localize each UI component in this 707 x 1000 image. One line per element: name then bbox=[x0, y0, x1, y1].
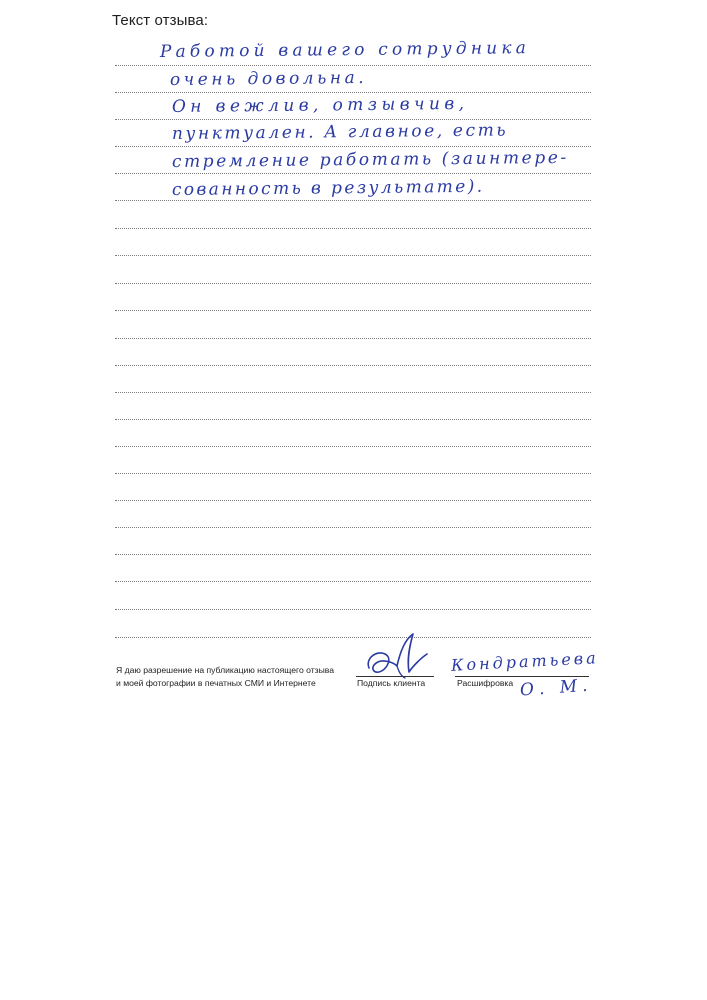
handwritten-line: стремление работать (заинтере- bbox=[171, 147, 569, 172]
ruled-line bbox=[115, 365, 591, 366]
ruled-line bbox=[115, 338, 591, 339]
ruled-line bbox=[115, 283, 591, 284]
ruled-line bbox=[115, 609, 591, 610]
ruled-line bbox=[115, 392, 591, 393]
client-initials: О. М. bbox=[519, 675, 594, 701]
consent-line: и моей фотографии в печатных СМИ и Интернете bbox=[116, 678, 316, 688]
ruled-line bbox=[115, 255, 591, 256]
signature-caption: Подпись клиента bbox=[357, 678, 426, 688]
ruled-line bbox=[115, 146, 591, 147]
ruled-line bbox=[115, 527, 591, 528]
ruled-line bbox=[115, 92, 591, 93]
ruled-line bbox=[115, 500, 591, 501]
ruled-line bbox=[115, 173, 591, 174]
ruled-line bbox=[115, 419, 591, 420]
ruled-line bbox=[115, 200, 591, 201]
handwritten-line: Он вежлив, отзывчив, bbox=[171, 93, 469, 117]
handwritten-line: Работой вашего сотрудника bbox=[159, 38, 531, 62]
client-surname: Кондратьева bbox=[450, 648, 600, 675]
handwritten-line: очень довольна. bbox=[169, 67, 368, 90]
ruled-line bbox=[115, 65, 591, 66]
decoding-caption: Расшифровка bbox=[457, 678, 514, 688]
ruled-line bbox=[115, 581, 591, 582]
review-form-title: Текст отзыва: bbox=[112, 12, 209, 29]
ruled-line bbox=[115, 554, 591, 555]
handwritten-line: сованность в результате). bbox=[171, 176, 485, 200]
ruled-line bbox=[115, 473, 591, 474]
ruled-line bbox=[115, 310, 591, 311]
signature-line bbox=[356, 676, 434, 677]
handwritten-line: пунктуален. А главное, есть bbox=[171, 120, 509, 144]
consent-line: Я даю разрешение на публикацию настоящего отзыва bbox=[116, 665, 335, 675]
ruled-line bbox=[115, 446, 591, 447]
ruled-line bbox=[115, 228, 591, 229]
ruled-line bbox=[115, 637, 591, 638]
ruled-line bbox=[115, 119, 591, 120]
publication-consent bbox=[116, 664, 346, 690]
